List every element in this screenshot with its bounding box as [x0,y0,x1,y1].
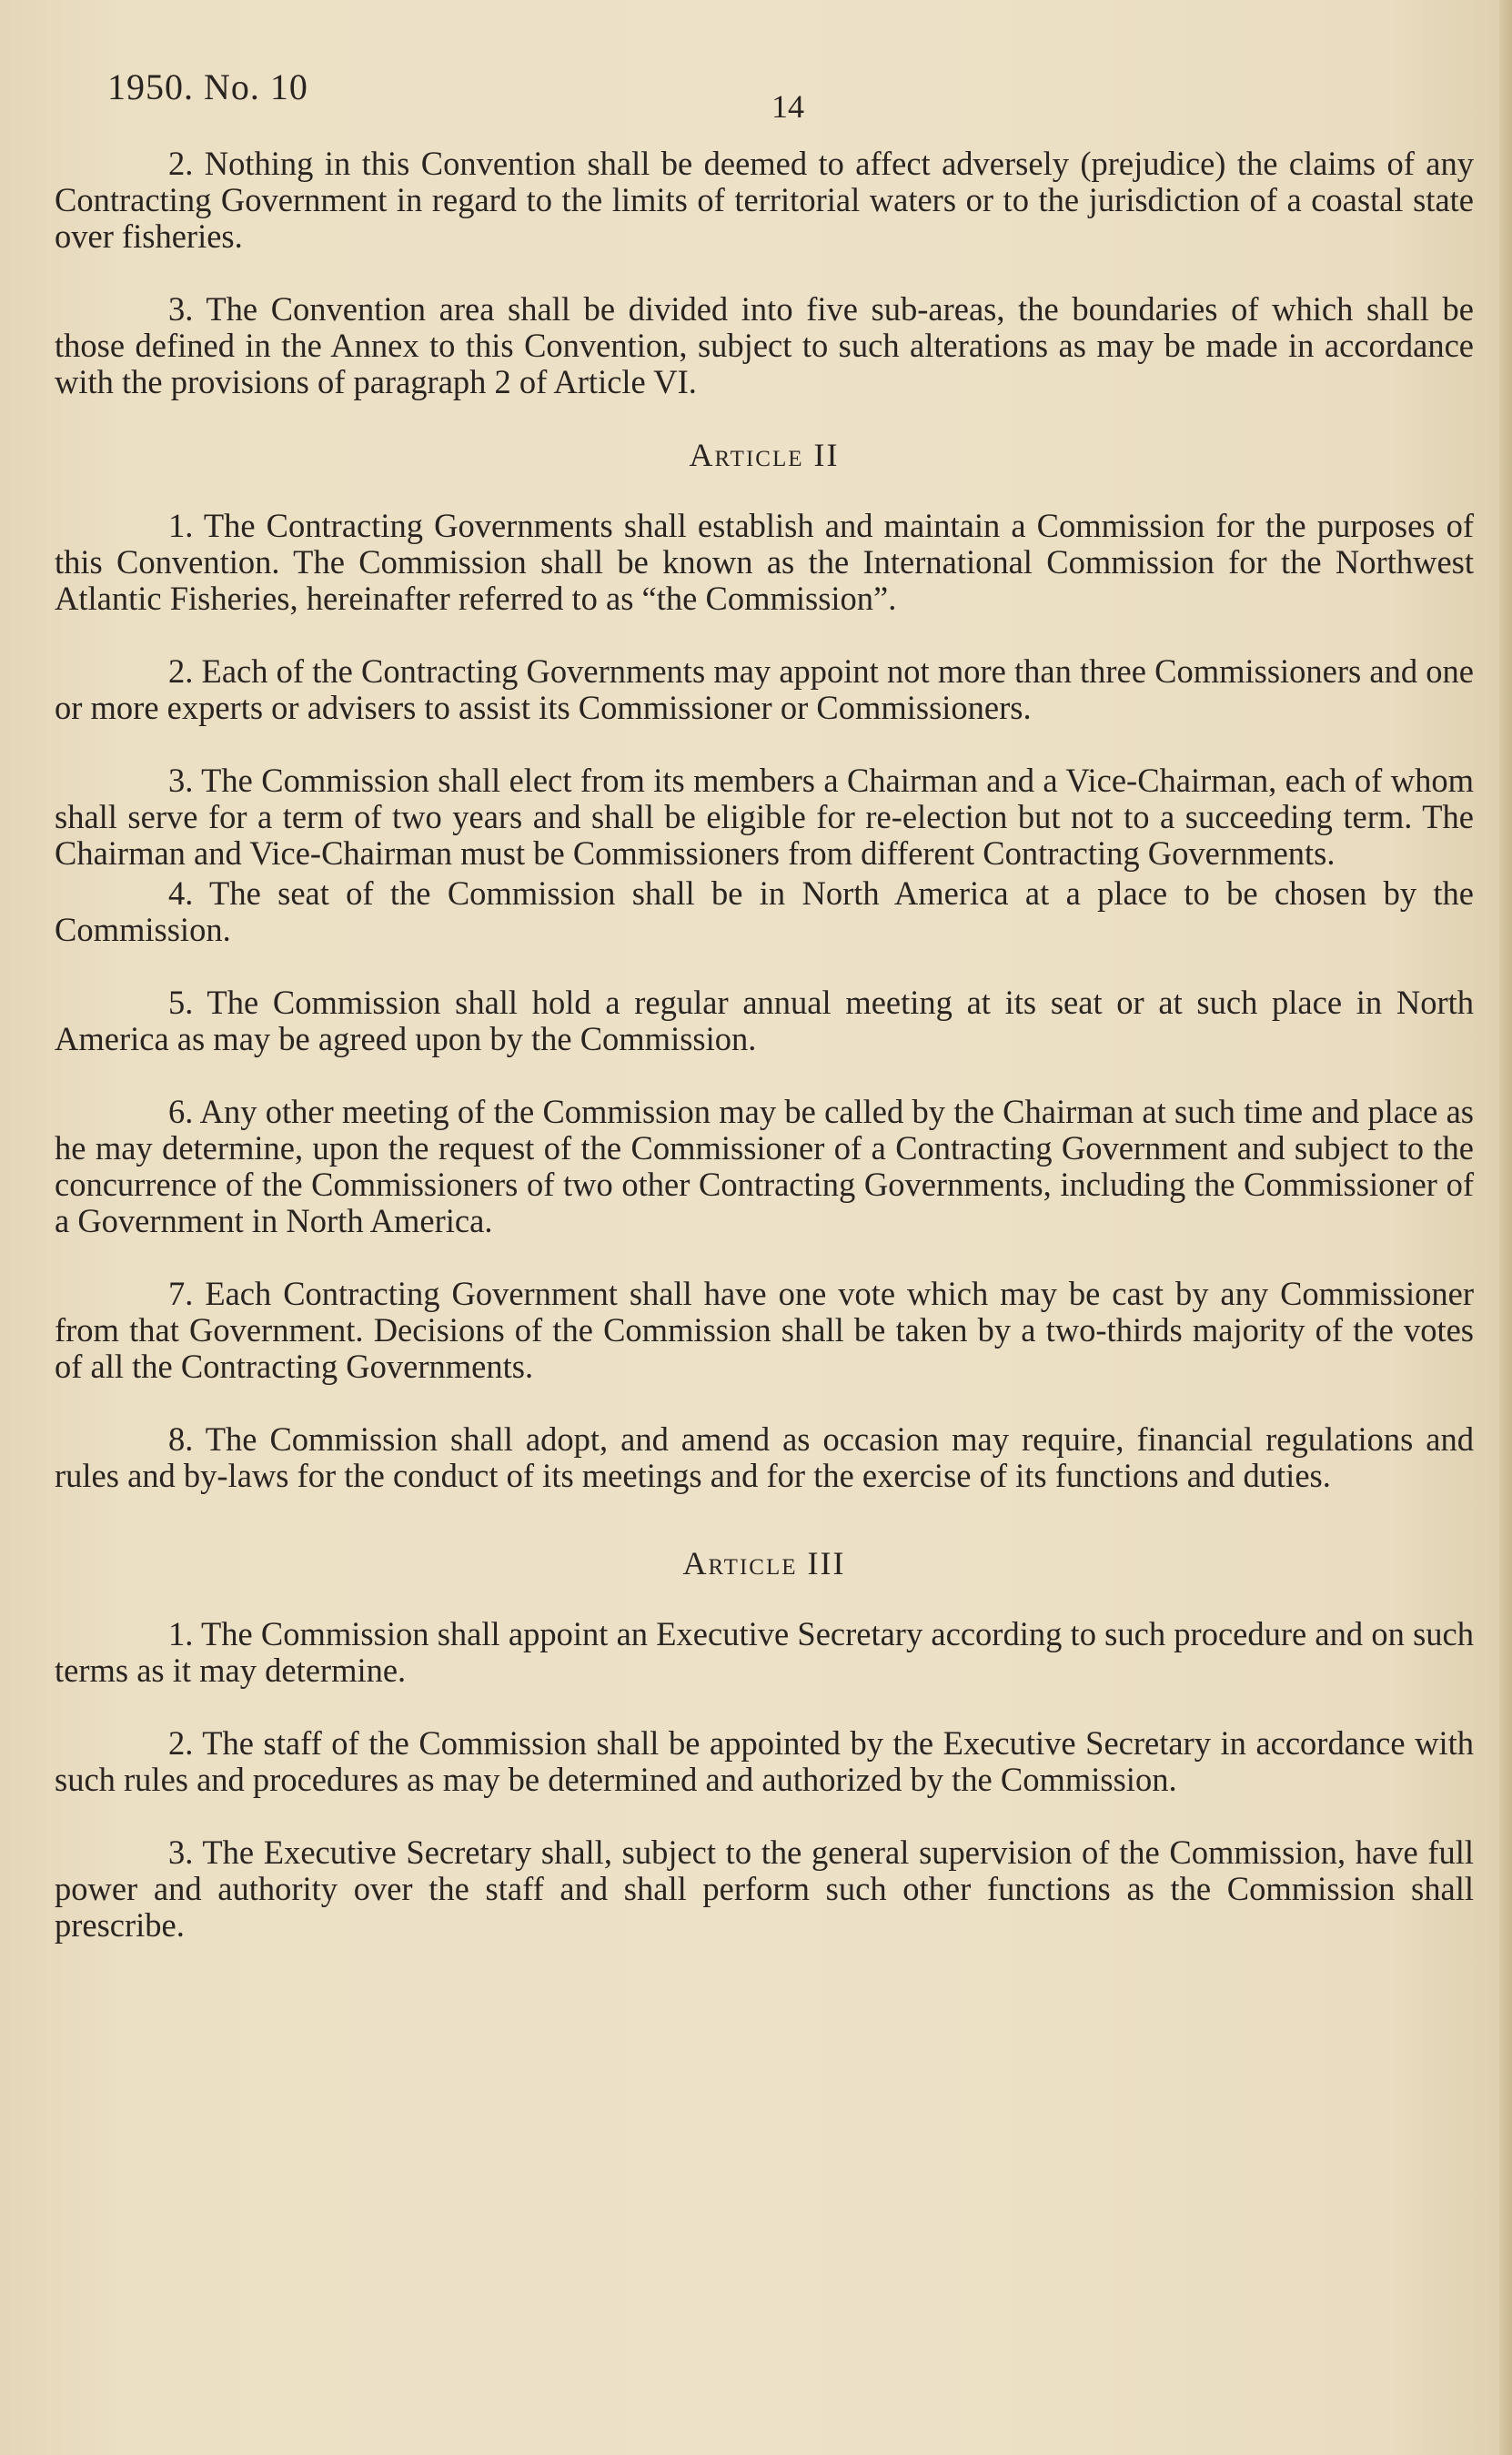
article-2-paragraph-5: 5. The Commission shall hold a regular annual meeting at its seat or at such place in North America as may be agreed upon by the Commission. [55,984,1474,1057]
article-2-paragraph-4: 4. The seat of the Commission shall be in North America at a place to be chosen by the Commission. [55,874,1474,948]
article-2-paragraph-2: 2. Each of the Contracting Governments may appoint not more than three Commissioners and one or more experts or advisers to assist its Commissioner or Commissioners. [55,652,1474,726]
page-number: 14 [771,88,804,125]
article-2-paragraph-1: 1. The Contracting Governments shall establish and maintain a Commission for the purposes of this Convention. The Commission shall be known as the International Commission for the Northwest Atlantic Fisheries, hereinafter referred to as “the Commission”. [55,507,1474,617]
article-3-paragraph-1: 1. The Commission shall appoint an Executive Secretary according to such procedure and on such terms as it may determine. [55,1615,1474,1689]
article-2-paragraph-6: 6. Any other meeting of the Commission may be called by the Chairman at such time and place as he may determine, upon the request of the Commissioner of a Contracting Government and subject to the concurrence of the Commissioners of two other Contracting Governments, including the Commissioner of a Government in North America. [55,1093,1474,1239]
article-3-paragraph-3: 3. The Executive Secretary shall, subject to the general supervision of the Commission, have full power and authority over the staff and shall perform such other functions as the Commission shall prescribe. [55,1834,1474,1944]
document-body [55,146,1474,1980]
article-2-paragraph-7: 7. Each Contracting Government shall have one vote which may be cast by any Commissioner from that Government. Decisions of the Commission shall be taken by a two-thirds majority of the votes of all the Contracting Governments. [55,1275,1474,1385]
article-1-paragraph-3: 3. The Convention area shall be divided into five sub-areas, the boundaries of which shall be those defined in the Annex to this Convention, subject to such alterations as may be made in accordance with the provisions of paragraph 2 of Article VI. [55,290,1474,400]
article-3-paragraph-2: 2. The staff of the Commission shall be appointed by the Executive Secretary in accordance with such rules and procedures as may be determined and authorized by the Commission. [55,1724,1474,1798]
article-2-heading: Article II [689,437,840,473]
page-edge [1499,0,1512,2455]
article-3-heading: Article III [682,1545,846,1581]
article-1-paragraph-2: 2. Nothing in this Convention shall be deemed to affect adversely (prejudice) the claims of any Contracting Government in regard to the limits of territorial waters or to the jurisdiction of a coastal state over fisheries. [55,145,1474,255]
article-2-paragraph-8: 8. The Commission shall adopt, and amend as occasion may require, financial regulations and rules and by-laws for the conduct of its meetings and for the exercise of its functions and duties. [55,1420,1474,1494]
document-reference: 1950. No. 10 [107,66,308,107]
article-2-paragraph-3: 3. The Commission shall elect from its members a Chairman and a Vice-Chairman, each of whom shall serve for a term of two years and shall be eligible for re-election but not to a succeeding term. The Chairman and Vice-Chairman must be Commissioners from different Contracting Governments. [55,762,1474,872]
